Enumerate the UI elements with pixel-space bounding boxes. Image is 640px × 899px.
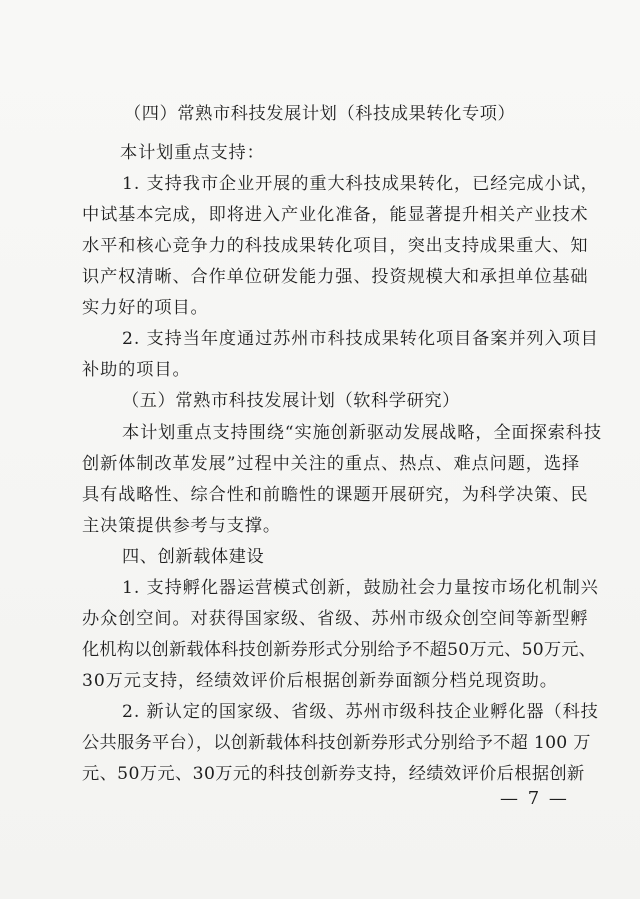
- section-heading-five: （五）常熟市科技发展计划（软科学研究）: [122, 391, 460, 411]
- paragraph-line: 公共服务平台），以创新载体科技创新券形式分别给予不超 100 万: [82, 733, 591, 753]
- paragraph-line: 水平和核心竞争力的科技成果转化项目，突出支持成果重大、知: [82, 236, 589, 256]
- paragraph-line: 中试基本完成，即将进入产业化准备，能显著提升相关产业技术: [82, 205, 589, 225]
- paragraph-line: 实力好的项目。: [82, 298, 209, 318]
- paragraph-line: 具有战略性、综合性和前瞻性的课题开展研究，为科学决策、民: [82, 485, 589, 505]
- section-heading-four: （四）常熟市科技发展计划（科技成果转化专项）: [124, 104, 516, 124]
- paragraph-line: 化机构以创新载体科技创新券形式分别给予不超50万元、50万元、: [82, 640, 597, 660]
- paragraph-line: 主决策提供参考与支撑。: [82, 516, 281, 536]
- paragraph-line: 2. 支持当年度通过苏州市科技成果转化项目备案并列入项目: [122, 329, 599, 349]
- paragraph-line: 1. 支持孵化器运营模式创新，鼓励社会力量按市场化机制兴: [122, 578, 599, 598]
- paragraph-line: 补助的项目。: [82, 360, 191, 380]
- paragraph-line: 办众创空间。对获得国家级、省级、苏州市级众创空间等新型孵: [82, 609, 589, 629]
- page-number: — 7 —: [500, 788, 569, 809]
- paragraph-line: 1. 支持我市企业开展的重大科技成果转化，已经完成小试，: [122, 174, 599, 194]
- paragraph-line: 本计划重点支持：: [120, 143, 265, 163]
- paragraph-line: 30万元支持，经绩效评价后根据创新券面额分档兑现资助。: [82, 671, 558, 691]
- paragraph-line: 2. 新认定的国家级、省级、苏州市级科技企业孵化器（科技: [122, 702, 599, 722]
- paragraph-line: 元、50万元、30万元的科技创新券支持，经绩效评价后根据创新: [82, 764, 585, 784]
- section-heading-innovation-carrier: 四、创新载体建设: [122, 547, 265, 567]
- paragraph-line: 识产权清晰、合作单位研发能力强、投资规模大和承担单位基础: [82, 267, 589, 287]
- paragraph-line: 创新体制改革发展”过程中关注的重点、热点、难点问题，选择: [82, 454, 581, 474]
- paragraph-line: 本计划重点支持围绕“实施创新驱动发展战略，全面探索科技: [122, 423, 602, 443]
